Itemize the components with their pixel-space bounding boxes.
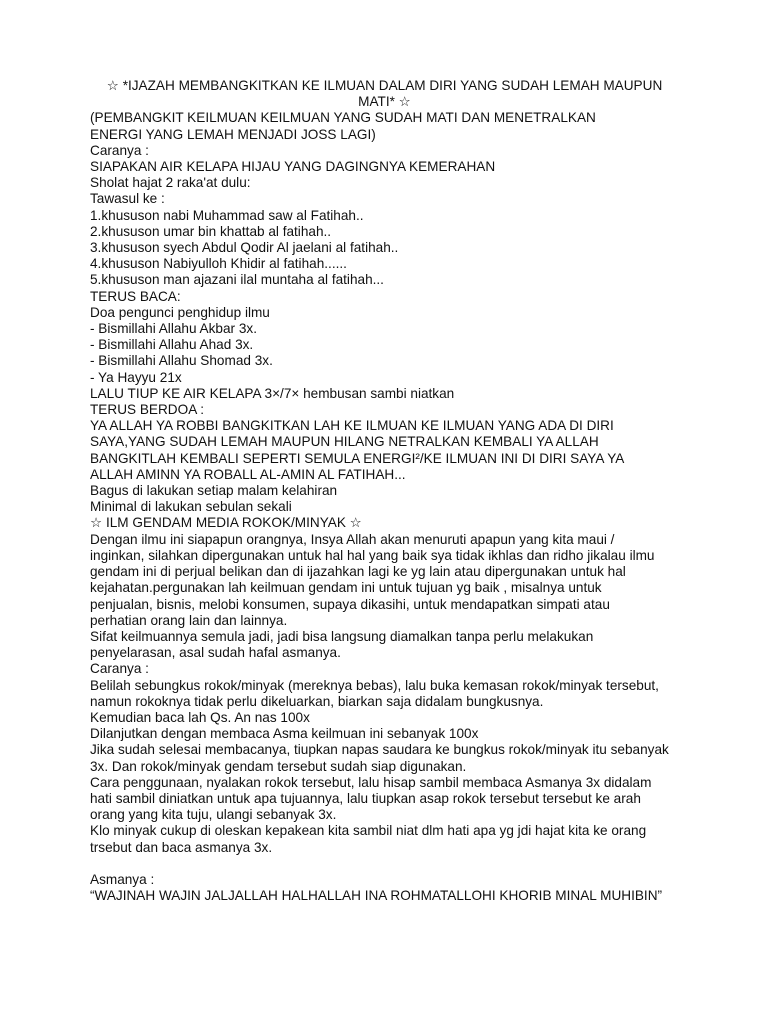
tawasul-item: 4.khususon Nabiyulloh Khidir al fatihah...... (90, 256, 347, 272)
document-page (90, 78, 679, 904)
section1-subtitle-line-2: ENERGI YANG LEMAH MENJADI JOSS LAGI) (90, 126, 376, 142)
lalu-tiup-text: LALU TIUP KE AIR KELAPA 3×/7× hembusan sambi niatkan (90, 385, 455, 401)
para3-line: namun rokoknya tidak perlu dikeluarkan, biarkan saja didalam bungkusnya. (90, 693, 544, 709)
para2-line: penyelarasan, asal sudah hafal asmanya. (90, 645, 341, 661)
caranya-label: Caranya : (90, 142, 149, 158)
doa-item: - Bismillahi Allahu Akbar 3x. (90, 321, 257, 337)
doa-line: SAYA,YANG SUDAH LEMAH MAUPUN HILANG NETRALKAN KEMBALI YA ALLAH (90, 434, 599, 450)
para5-line: orang yang kita tuju, ulangi sebanyak 3x. (90, 807, 337, 823)
blank-line (90, 856, 679, 872)
bagus-text: Bagus di lakukan setiap malam kelahiran (90, 483, 338, 499)
para1-line: penjualan, bisnis, melobi konsumen, supaya dikasihi, untuk mendapatkan simpati atau (90, 596, 610, 612)
para1-line: kejahatan.pergunakan lah keilmuan gendam ini untuk tujuan yg baik , misalnya untuk (90, 580, 602, 596)
section1-title-continued: MATI* ☆ (358, 94, 411, 110)
para1-line: gendam ini di perjual belikan dan di ijazahkan lagi ke yg lain atau dipergunakan untuk hal (90, 564, 626, 580)
dilanjutkan-text: Dilanjutkan dengan membaca Asma keilmuan ini sebanyak 100x (90, 726, 479, 742)
tawasul-item: 2.khususon umar bin khattab al fatihah.. (90, 223, 332, 239)
doa-item: - Bismillahi Allahu Ahad 3x. (90, 337, 254, 353)
doa-item: - Ya Hayyu 21x (90, 369, 182, 385)
para5-line: Cara penggunaan, nyalakan rokok tersebut, lalu hisap sambil membaca Asmanya 3x didalam (90, 774, 652, 790)
doa-line: ALLAH AMINN YA ROBALL AL-AMIN AL FATIHAH... (90, 466, 406, 482)
asma-text: “WAJINAH WAJIN JALJALLAH HALHALLAH INA ROHMATALLOHI KHORIB MINAL MUHIBIN” (90, 888, 663, 904)
para4-line: 3x. Dan rokok/minyak gendam tersebut sudah siap digunakan. (90, 758, 467, 774)
para5-line: hati sambil diniatkan untuk apa tujuannya, lalu tiupkan asap rokok tersebut tersebut ke arah (90, 790, 641, 806)
caranya-label-2: Caranya : (90, 661, 149, 677)
para6-line: Klo minyak cukup di oleskan kepakean kita sambil niat dlm hati apa yg jdi hajat kita ke orang (90, 823, 647, 839)
terus-berdoa-label: TERUS BERDOA : (90, 402, 205, 418)
tawasul-item: 5.khususon man ajazani ilal muntaha al fatihah... (90, 272, 384, 288)
doa-line: BANGKITLAH KEMBALI SEPERTI SEMULA ENERGI²/KE ILMUAN INI DI DIRI SAYA YA (90, 450, 625, 466)
section1-subtitle-line-1: (PEMBANGKIT KEILMUAN KEILMUAN YANG SUDAH MATI DAN MENETRALKAN (90, 110, 596, 126)
tawasul-item: 3.khususon syech Abdul Qodir Al jaelani al fatihah.. (90, 240, 399, 256)
kemudian-text: Kemudian baca lah Qs. An nas 100x (90, 709, 310, 725)
para3-line: Belilah sebungkus rokok/minyak (mereknya bebas), lalu buka kemasan rokok/minyak tersebut, (90, 677, 659, 693)
doa-line: YA ALLAH YA ROBBI BANGKITKAN LAH KE ILMUAN KE ILMUAN YANG ADA DI DIRI (90, 418, 614, 434)
section1-title: ☆ *IJAZAH MEMBANGKITKAN KE ILMUAN DALAM DIRI YANG SUDAH LEMAH MAUPUN (106, 78, 663, 93)
para4-line: Jika sudah selesai membacanya, tiupkan napas saudara ke bungkus rokok/minyak itu sebanyak (90, 742, 669, 758)
section2-title: ☆ ILM GENDAM MEDIA ROKOK/MINYAK ☆ (90, 515, 362, 531)
asmanya-label: Asmanya : (90, 871, 155, 887)
para1-line: Dengan ilmu ini siapapun orangnya, Insya Allah akan menuruti apapun yang kita maui / (90, 531, 615, 547)
sholat-text: Sholat hajat 2 raka'at dulu: (90, 175, 251, 191)
para1-line: inginkan, silahkan dipergunakan untuk hal hal yang baik sya tidak ikhlas dan ridho jikalau ilmu (90, 547, 655, 563)
doa-label: Doa pengunci penghidup ilmu (90, 304, 270, 320)
para6-line: trsebut dan baca asmanya 3x. (90, 839, 273, 855)
terus-baca-label: TERUS BACA: (90, 288, 181, 304)
para1-line: perhatian orang lain dan lainnya. (90, 612, 288, 628)
doa-item: - Bismillahi Allahu Shomad 3x. (90, 353, 273, 369)
siapkan-text: SIAPAKAN AIR KELAPA HIJAU YANG DAGINGNYA KEMERAHAN (90, 159, 496, 175)
minimal-text: Minimal di lakukan sebulan sekali (90, 499, 292, 515)
para2-line: Sifat keilmuannya semula jadi, jadi bisa langsung diamalkan tanpa perlu melakukan (90, 628, 594, 644)
tawasul-label: Tawasul ke : (90, 191, 165, 207)
tawasul-item: 1.khususon nabi Muhammad saw al Fatihah.. (90, 207, 364, 223)
